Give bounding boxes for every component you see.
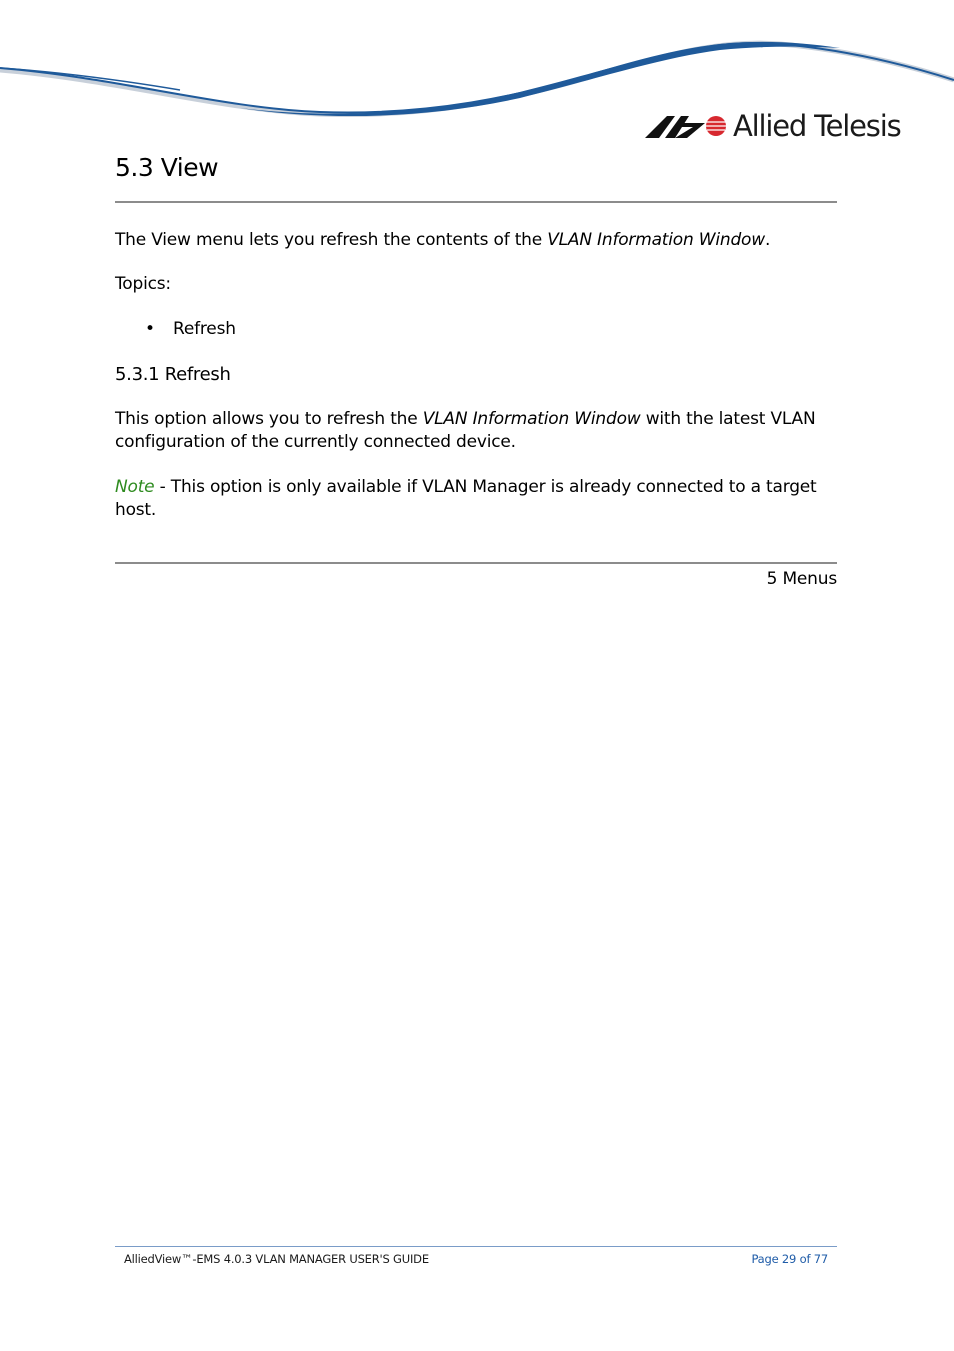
subsection-title: 5.3.1 Refresh [115, 364, 231, 385]
desc-window-name: VLAN Information Window [422, 409, 641, 429]
section-title: 5.3 View [115, 153, 219, 182]
list-item [115, 318, 837, 341]
desc-text-cont: with the latest VLAN [640, 409, 816, 429]
footer-divider [115, 1246, 837, 1247]
topic-link-refresh[interactable]: Refresh [173, 319, 236, 339]
note-text: - This option is only available if VLAN Manager is already connected to a target host. [115, 477, 817, 520]
desc-text-line2: configuration of the currently connected device. [115, 432, 516, 452]
intro-paragraph [115, 229, 837, 252]
intro-text: The View menu lets you refresh the contents of the [115, 230, 548, 250]
topics-label: Topics: [115, 274, 171, 294]
allied-telesis-mark-icon [645, 113, 727, 139]
intro-window-name: VLAN Information Window [547, 230, 765, 250]
topics-list [115, 318, 837, 341]
chapter-label: 5 Menus [766, 569, 837, 589]
main-content [115, 148, 837, 591]
intro-suffix: . [764, 230, 771, 250]
logo-text: Allied Telesis [733, 109, 901, 143]
desc-text: This option allows you to refresh the [115, 409, 423, 429]
footer-page-number: Page 29 of 77 [751, 1252, 828, 1266]
company-logo [645, 108, 900, 144]
bullet-icon: • [145, 319, 155, 339]
section-divider [115, 201, 837, 203]
note-label: Note [115, 477, 155, 497]
footer-guide-title: AlliedView™-EMS 4.0.3 VLAN MANAGER USER'S GUIDE [124, 1252, 429, 1266]
note-paragraph [115, 476, 837, 522]
refresh-description [115, 408, 837, 454]
chapter-divider [115, 562, 837, 564]
